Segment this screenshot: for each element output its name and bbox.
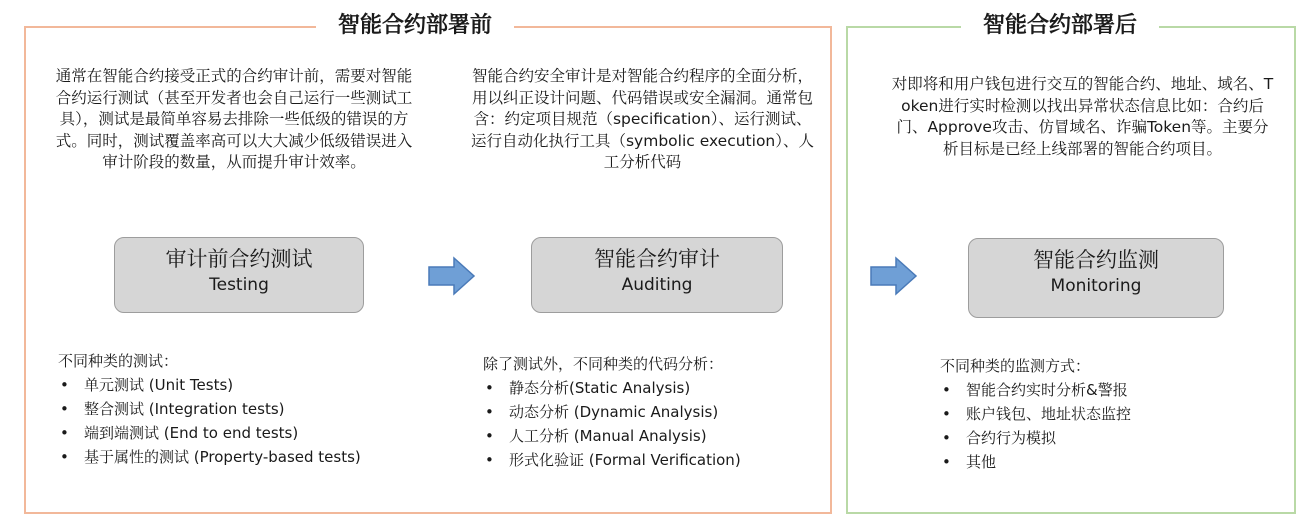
list-item: • 合约行为模拟: [942, 429, 1057, 447]
auditing-box: [531, 237, 783, 313]
monitoring-box-title: 智能合约监测: [1033, 248, 1159, 272]
monitoring-description: 对即将和用户钱包进行交互的智能合约、地址、域名、Token进行实时检测以找出异常状态信息比如：合约后门、Approve攻击、仿冒域名、诈骗Token等。主要分析目标是已经上线部署的智能合约项目。: [891, 75, 1274, 158]
list-item: • 人工分析 (Manual Analysis): [485, 427, 707, 445]
monitoring-list-heading: 不同种类的监测方式：: [940, 357, 1091, 375]
right-arrow-icon: [428, 256, 476, 296]
list-item: • 账户钱包、地址状态监控: [942, 405, 1132, 423]
testing-box-title: 审计前合约测试: [165, 247, 313, 271]
monitoring-box-subtitle: Monitoring: [1050, 276, 1142, 296]
list-item: • 智能合约实时分析&警报: [942, 381, 1128, 399]
monitoring-box: [968, 238, 1224, 318]
list-item: • 动态分析 (Dynamic Analysis): [485, 403, 719, 421]
testing-list-heading: 不同种类的测试：: [58, 352, 179, 370]
list-item: • 静态分析(Static Analysis): [485, 379, 691, 397]
panel-title-before: 智能合约部署前: [316, 9, 514, 43]
auditing-description: 智能合约安全审计是对智能合约程序的全面分析，用以纠正设计问题、代码错误或安全漏洞。通常包含：约定项目规范（specification）、运行测试、运行自动化执行工具（symbolic execution）、人工分析代码: [470, 67, 814, 171]
testing-description: 通常在智能合约接受正式的合约审计前，需要对智能合约运行测试（甚至开发者也会自己运行一些测试工具），测试是最简单容易去排除一些低级的错误的方式。同时，测试覆盖率高可以大大减少低级错误进入审计阶段的数量，从而提升审计效率。: [55, 67, 413, 171]
right-arrow-icon: [870, 256, 918, 296]
testing-box: [114, 237, 364, 313]
auditing-box-title: 智能合约审计: [594, 247, 720, 271]
auditing-box-subtitle: Auditing: [621, 275, 693, 295]
auditing-list-heading: 除了测试外，不同种类的代码分析：: [483, 355, 724, 373]
testing-box-subtitle: Testing: [209, 275, 269, 295]
list-item: • 其他: [942, 453, 997, 471]
list-item: • 单元测试 (Unit Tests): [60, 376, 234, 394]
list-item: • 整合测试 (Integration tests): [60, 400, 285, 418]
list-item: • 形式化验证 (Formal Verification): [485, 451, 741, 469]
list-item: • 端到端测试 (End to end tests): [60, 424, 299, 442]
auditing-list: [483, 352, 741, 472]
monitoring-list: [940, 354, 1131, 474]
testing-list: [58, 349, 361, 469]
panel-title-after: 智能合约部署后: [961, 9, 1159, 43]
list-item: • 基于属性的测试 (Property-based tests): [60, 448, 361, 466]
